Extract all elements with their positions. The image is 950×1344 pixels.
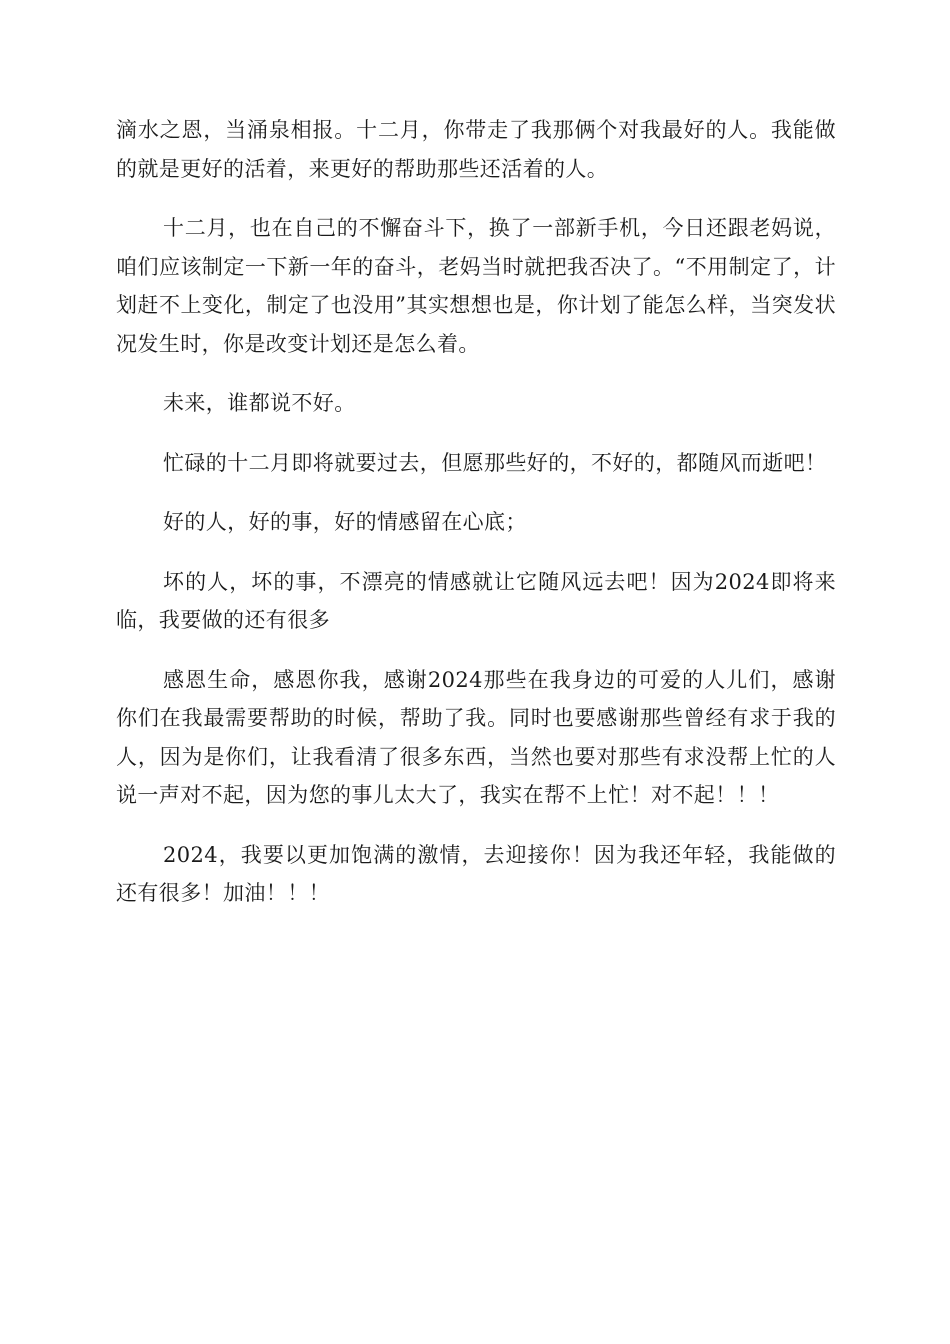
- paragraph-3: 未来，谁都说不好。: [163, 391, 356, 415]
- paragraph-7: 感恩生命，感恩你我，感谢2024那些在我身边的可爱的人儿们，感谢你们在我最需要帮助的时候，帮助了我。同时也要感谢那些曾经有求于我的人，因为是你们，让我看清了很多东西，当然也要对那些有求没帮上忙的人说一声对不起，因为您的事儿太大了，我实在帮不上忙！对不起！！！: [116, 667, 836, 807]
- paragraph-1: 滴水之恩，当涌泉相报。十二月，你带走了我那俩个对我最好的人。我能做的就是更好的活着，来更好的帮助那些还活着的人。: [116, 118, 836, 181]
- paragraph-2: 十二月，也在自己的不懈奋斗下，换了一部新手机，今日还跟老妈说，咱们应该制定一下新一年的奋斗，老妈当时就把我否决了。“不用制定了，计划赶不上变化，制定了也没用”其实想想也是，你计划了能怎么样，当突发状况发生时，你是改变计划还是怎么着。: [116, 216, 836, 356]
- document-body: [116, 111, 836, 934]
- paragraph-8: 2024，我要以更加饱满的激情，去迎接你！因为我还年轻，我能做的还有很多！加油！！！: [116, 842, 836, 905]
- paragraph-5: 好的人，好的事，好的情感留在心底；: [163, 510, 527, 534]
- paragraph-6: 坏的人，坏的事，不漂亮的情感就让它随风远去吧！因为2024即将来临，我要做的还有很多: [116, 569, 836, 632]
- paragraph-4: 忙碌的十二月即将就要过去，但愿那些好的，不好的，都随风而逝吧！: [163, 450, 827, 475]
